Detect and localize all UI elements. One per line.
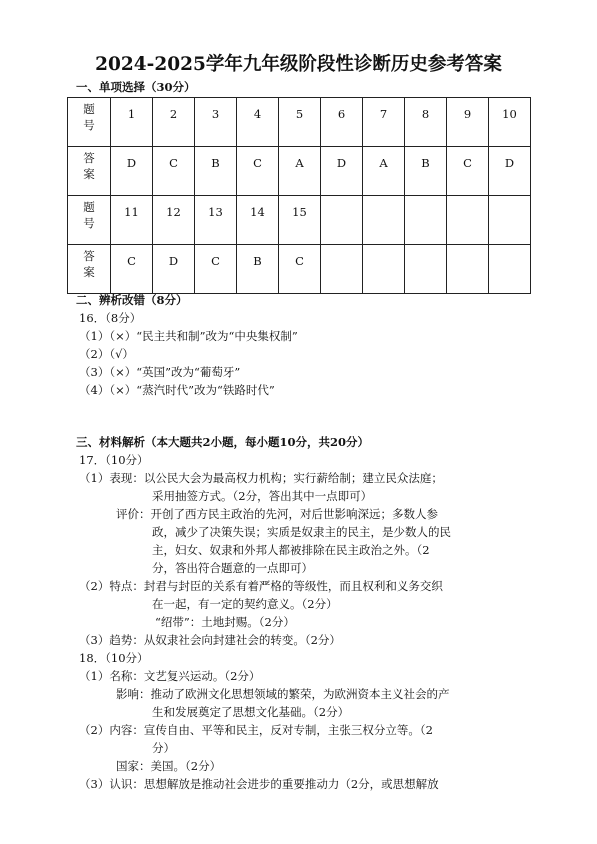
row-header-char: 答 (83, 151, 95, 165)
row-header (68, 147, 111, 196)
q18-part1-line2: 影响：推动了欧洲文化思想领域的繁荣，为欧洲资本主义社会的产 (116, 687, 450, 701)
q18-part2-line1: （2）内容：宣传自由、平等和民主，反对专制，主张三权分立等。（2 (79, 723, 433, 737)
table-cell: D (111, 147, 153, 196)
q18-title: 18．（10分） (79, 651, 149, 665)
table-cell: 13 (195, 196, 237, 245)
table-cell: D (321, 147, 363, 196)
q18-part2-line2: 分） (152, 741, 175, 755)
table-cell: A (279, 147, 321, 196)
table-cell: 4 (237, 98, 279, 147)
row-header-char: 答 (83, 249, 95, 263)
table-cell (405, 196, 447, 245)
row-header-char: 题 (83, 200, 95, 214)
table-cell (321, 245, 363, 294)
table-cell: C (195, 245, 237, 294)
table-cell: B (237, 245, 279, 294)
row-header (68, 245, 111, 294)
q16-title: 16．（8分） (79, 311, 142, 325)
q17-part2-line3: “绍带”：土地封赐。（2分） (155, 615, 295, 629)
table-cell: 12 (153, 196, 195, 245)
table-cell (489, 196, 531, 245)
table-cell (447, 196, 489, 245)
q17-title: 17．（10分） (79, 453, 149, 467)
row-header (68, 196, 111, 245)
q17-part1-line1: （1）表现：以公民大会为最高权力机构；实行薪给制；建立民众法庭； (79, 471, 443, 485)
table-cell: D (489, 147, 531, 196)
q18-part3-line1: （3）认识：思想解放是推动社会进步的重要推动力（2分，或思想解放 (79, 777, 439, 791)
q16-line-3: （3）（×）“英国”改为“葡萄牙” (79, 365, 241, 379)
row-header-char: 号 (83, 216, 95, 230)
q16-line-4: （4）（×）“蒸汽时代”改为“铁路时代” (79, 383, 275, 397)
section2-heading: 二、辨析改错（8分） (76, 293, 188, 307)
row-header (68, 98, 111, 147)
table-cell (405, 245, 447, 294)
row-header-char: 案 (83, 167, 95, 181)
q18-part1-line1: （1）名称：文艺复兴运动。（2分） (79, 669, 261, 683)
table-cell (321, 196, 363, 245)
table-cell (363, 196, 405, 245)
table-cell: 14 (237, 196, 279, 245)
table-cell: C (447, 147, 489, 196)
table-cell: B (195, 147, 237, 196)
q18-part1-line3: 生和发展奠定了思想文化基础。（2分） (152, 705, 350, 719)
table-cell: C (279, 245, 321, 294)
page-title: 2024-2025学年九年级阶段性诊断历史参考答案 (95, 54, 502, 75)
table-cell (363, 245, 405, 294)
q18-part2-line3: 国家：美国。（2分） (116, 759, 222, 773)
table-cell: 11 (111, 196, 153, 245)
table-cell: 9 (447, 98, 489, 147)
answer-table-body (68, 98, 531, 294)
table-cell: 8 (405, 98, 447, 147)
row-header-char: 题 (83, 102, 95, 116)
q17-part2-line2: 在一起，有一定的契约意义。（2分） (152, 597, 338, 611)
section3-heading: 三、材料解析（本大题共2小题，每小题10分，共20分） (76, 435, 370, 449)
table-cell: C (153, 147, 195, 196)
q17-evaluation-line4: 分，答出符合题意的一点即可） (152, 561, 313, 575)
table-cell (447, 245, 489, 294)
answer-table (67, 97, 531, 294)
table-cell: 5 (279, 98, 321, 147)
q17-part2-line1: （2）特点：封君与封臣的关系有着严格的等级性，而且权利和义务交织 (79, 579, 443, 593)
table-cell: 7 (363, 98, 405, 147)
table-cell: 10 (489, 98, 531, 147)
row-header-char: 号 (83, 118, 95, 132)
answer-table-row (68, 196, 531, 245)
table-cell: C (237, 147, 279, 196)
q16-line-2: （2）（√） (79, 347, 134, 361)
q17-evaluation-line3: 主，妇女、奴隶和外邦人都被排除在民主政治之外。（2 (152, 543, 430, 557)
answer-table-row (68, 147, 531, 196)
row-header-char: 案 (83, 265, 95, 279)
table-cell: 3 (195, 98, 237, 147)
q17-evaluation-line2: 政，减少了决策失误；实质是奴隶主的民主，是少数人的民 (152, 525, 451, 539)
q16-line-1: （1）（×）“民主共和制”改为“中央集权制” (79, 329, 298, 343)
table-cell: 6 (321, 98, 363, 147)
table-cell: A (363, 147, 405, 196)
table-cell: C (111, 245, 153, 294)
table-cell: 15 (279, 196, 321, 245)
table-cell: B (405, 147, 447, 196)
table-cell (489, 245, 531, 294)
table-cell: 1 (111, 98, 153, 147)
section1-heading: 一、单项选择（30分） (76, 80, 196, 94)
table-cell: D (153, 245, 195, 294)
table-cell: 2 (153, 98, 195, 147)
q17-evaluation-line1: 评价：开创了西方民主政治的先河，对后世影响深远；多数人参 (116, 507, 438, 521)
answer-table-row (68, 245, 531, 294)
answer-table-row (68, 98, 531, 147)
q17-part3: （3）趋势：从奴隶社会向封建社会的转变。（2分） (79, 633, 341, 647)
q17-part1-line2: 采用抽签方式。（2分，答出其中一点即可） (152, 489, 373, 503)
